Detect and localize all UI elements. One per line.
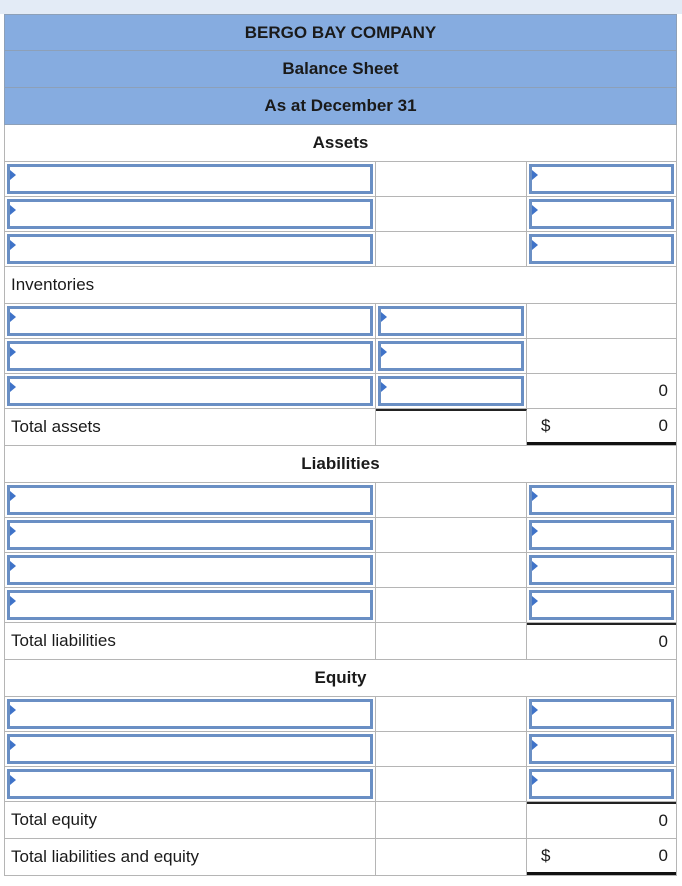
dropdown-icon bbox=[381, 382, 387, 392]
total-assets-row bbox=[4, 409, 677, 446]
total-assets-label: Total assets bbox=[5, 409, 376, 445]
section-liabilities: Liabilities bbox=[4, 446, 677, 483]
dropdown-icon bbox=[532, 170, 538, 180]
asset-3-account-select[interactable] bbox=[7, 234, 373, 264]
equity-3-amount-input[interactable] bbox=[529, 769, 674, 799]
liability-row-3 bbox=[4, 553, 677, 588]
dropdown-icon bbox=[532, 740, 538, 750]
balance-sheet bbox=[4, 14, 677, 876]
dropdown-icon bbox=[10, 596, 16, 606]
dropdown-icon bbox=[532, 596, 538, 606]
equity-1-amount-input[interactable] bbox=[529, 699, 674, 729]
total-liabilities-label: Total liabilities bbox=[5, 623, 376, 659]
liability-4-amount-input[interactable] bbox=[529, 590, 674, 620]
dropdown-icon bbox=[10, 240, 16, 250]
dropdown-icon bbox=[532, 240, 538, 250]
dropdown-icon bbox=[10, 382, 16, 392]
asset-3-amount-input[interactable] bbox=[529, 234, 674, 264]
company-name: BERGO BAY COMPANY bbox=[4, 14, 677, 51]
total-liab-equity-dollar: $ bbox=[541, 845, 551, 865]
dropdown-icon bbox=[10, 526, 16, 536]
total-liabilities-value: 0 bbox=[527, 623, 676, 659]
equity-row-2 bbox=[4, 732, 677, 767]
liability-1-amount-input[interactable] bbox=[529, 485, 674, 515]
section-assets: Assets bbox=[4, 125, 677, 162]
inventory-row-1 bbox=[4, 304, 677, 339]
total-liab-equity-row bbox=[4, 839, 677, 876]
dropdown-icon bbox=[381, 312, 387, 322]
liability-1-account-select[interactable] bbox=[7, 485, 373, 515]
equity-2-account-select[interactable] bbox=[7, 734, 373, 764]
inventories-row bbox=[4, 267, 677, 304]
total-equity-value: 0 bbox=[527, 802, 676, 838]
inventory-row-2 bbox=[4, 339, 677, 374]
section-equity: Equity bbox=[4, 660, 677, 697]
dropdown-icon bbox=[532, 205, 538, 215]
dropdown-icon bbox=[532, 526, 538, 536]
dropdown-icon bbox=[10, 170, 16, 180]
inventory-1-account-select[interactable] bbox=[7, 306, 373, 336]
total-liabilities-row bbox=[4, 623, 677, 660]
inventory-1-amount-input[interactable] bbox=[378, 306, 524, 336]
dropdown-icon bbox=[532, 561, 538, 571]
asset-1-amount-input[interactable] bbox=[529, 164, 674, 194]
equity-row-1 bbox=[4, 697, 677, 732]
total-equity-label: Total equity bbox=[5, 802, 376, 838]
dropdown-icon bbox=[10, 312, 16, 322]
liability-4-account-select[interactable] bbox=[7, 590, 373, 620]
dropdown-icon bbox=[10, 205, 16, 215]
dropdown-icon bbox=[10, 561, 16, 571]
total-liab-equity-value: 0 bbox=[658, 845, 668, 865]
dropdown-icon bbox=[10, 705, 16, 715]
statement-date: As at December 31 bbox=[4, 88, 677, 125]
inventory-2-account-select[interactable] bbox=[7, 341, 373, 371]
statement-title: Balance Sheet bbox=[4, 51, 677, 88]
dropdown-icon bbox=[381, 347, 387, 357]
liability-row-2 bbox=[4, 518, 677, 553]
asset-row-1 bbox=[4, 162, 677, 197]
equity-3-account-select[interactable] bbox=[7, 769, 373, 799]
asset-2-account-select[interactable] bbox=[7, 199, 373, 229]
liability-2-amount-input[interactable] bbox=[529, 520, 674, 550]
asset-row-3 bbox=[4, 232, 677, 267]
inventories-label: Inventories bbox=[11, 275, 95, 294]
inventory-3-account-select[interactable] bbox=[7, 376, 373, 406]
liability-3-amount-input[interactable] bbox=[529, 555, 674, 585]
asset-2-amount-input[interactable] bbox=[529, 199, 674, 229]
equity-2-amount-input[interactable] bbox=[529, 734, 674, 764]
dropdown-icon bbox=[532, 775, 538, 785]
asset-1-account-select[interactable] bbox=[7, 164, 373, 194]
total-assets-value: 0 bbox=[658, 415, 668, 435]
equity-row-3 bbox=[4, 767, 677, 802]
top-strip bbox=[0, 0, 682, 14]
inventory-3-amount-input[interactable] bbox=[378, 376, 524, 406]
inventory-2-amount-input[interactable] bbox=[378, 341, 524, 371]
liability-row-4 bbox=[4, 588, 677, 623]
dropdown-icon bbox=[10, 491, 16, 501]
liability-2-account-select[interactable] bbox=[7, 520, 373, 550]
equity-1-account-select[interactable] bbox=[7, 699, 373, 729]
dropdown-icon bbox=[532, 705, 538, 715]
total-assets-dollar: $ bbox=[541, 415, 551, 435]
dropdown-icon bbox=[10, 740, 16, 750]
liability-3-account-select[interactable] bbox=[7, 555, 373, 585]
dropdown-icon bbox=[10, 775, 16, 785]
inventories-subtotal: 0 bbox=[658, 381, 668, 400]
liability-row-1 bbox=[4, 483, 677, 518]
total-liab-equity-label: Total liabilities and equity bbox=[5, 839, 376, 875]
dropdown-icon bbox=[10, 347, 16, 357]
dropdown-icon bbox=[532, 491, 538, 501]
total-equity-row bbox=[4, 802, 677, 839]
inventory-row-3 bbox=[4, 374, 677, 409]
asset-row-2 bbox=[4, 197, 677, 232]
